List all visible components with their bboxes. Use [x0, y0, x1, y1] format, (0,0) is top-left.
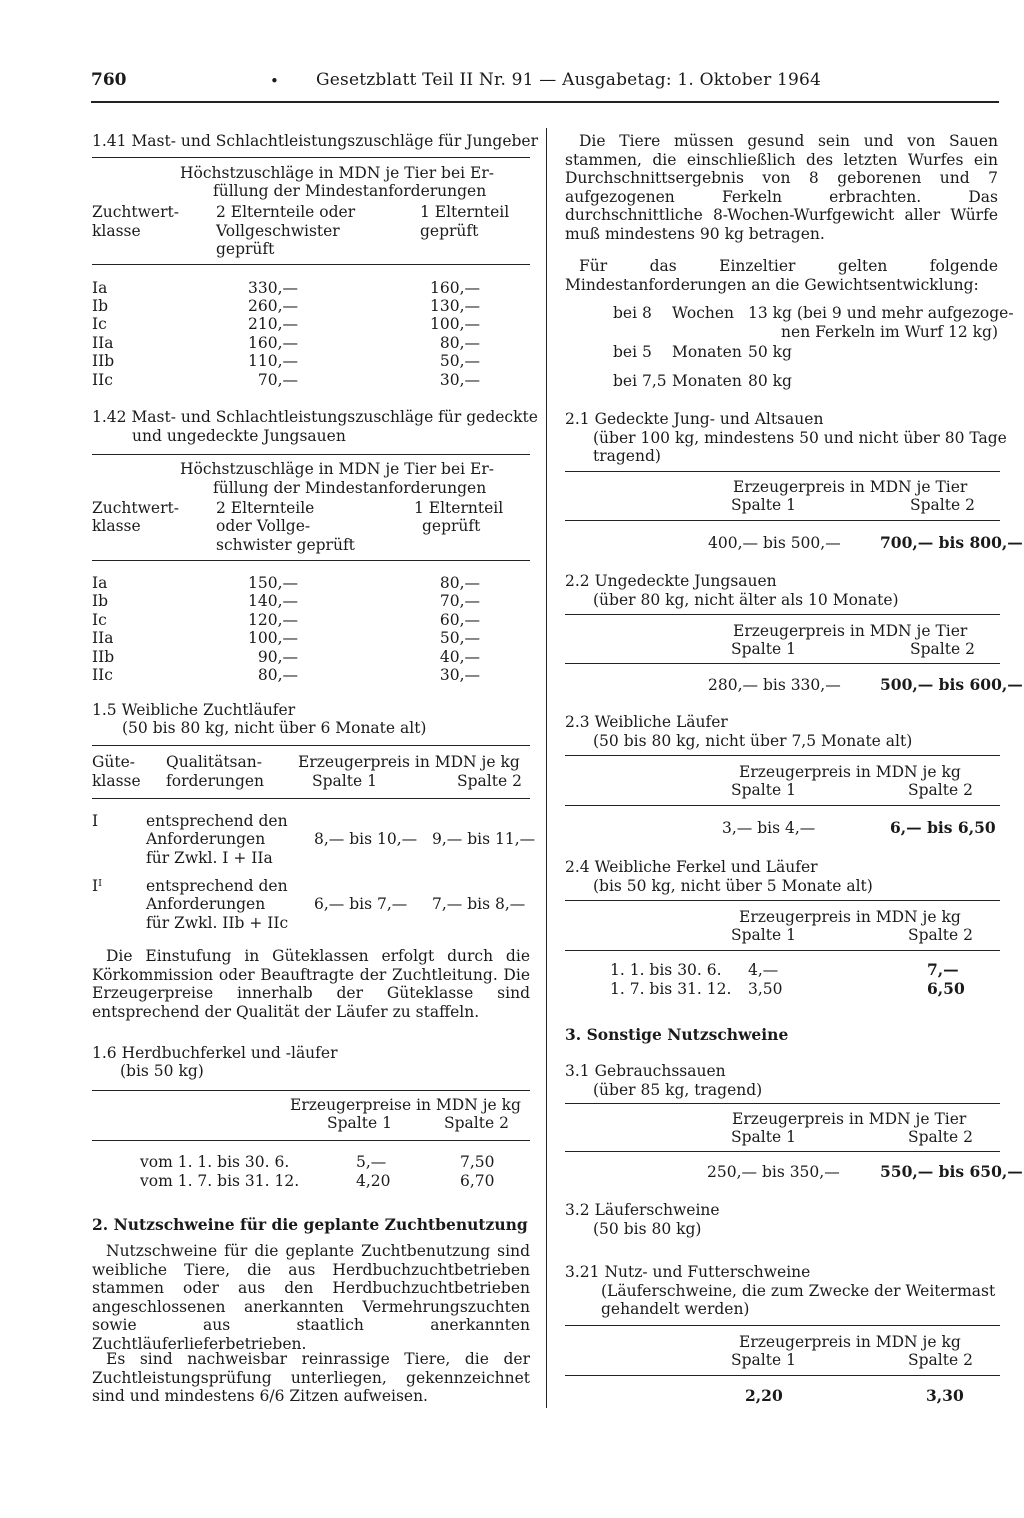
- requirement-text: Anforderungen: [146, 830, 266, 848]
- section-heading-2: (über 100 kg, mindestens 50 und nicht über 80 Tage: [593, 429, 1007, 447]
- section-heading: 3.2 Läuferschweine: [565, 1201, 720, 1219]
- price-spalte-2: 6,— bis 6,50: [890, 818, 996, 837]
- section-heading: 3.21 Nutz- und Futterschweine: [565, 1263, 811, 1281]
- price-spalte-1: 6,— bis 7,—: [314, 895, 408, 913]
- price-spalte-1: 8,— bis 10,—: [314, 830, 418, 848]
- header-spalte-2: Spalte 2: [910, 496, 975, 514]
- section-heading-2: und ungedeckte Jungsauen: [132, 427, 346, 445]
- requirement-text: Anforderungen: [146, 895, 266, 913]
- quality-class-label: I: [92, 812, 99, 830]
- header-col2: 1 Elternteil: [414, 499, 504, 517]
- section-heading: 2.3 Weibliche Läufer: [565, 713, 728, 731]
- section-heading-3: tragend): [593, 447, 661, 465]
- header-quality-class-2: klasse: [92, 772, 141, 790]
- section-heading-2: (50 bis 80 kg, nicht über 7,5 Monate alt): [593, 732, 913, 750]
- header-class: Zuchtwert-: [92, 203, 179, 221]
- list-item-cont: nen Ferkeln im Wurf 12 kg): [781, 323, 998, 341]
- quality-class-label: Iᴵ: [92, 877, 102, 895]
- header-col1-2: oder Vollge-: [216, 517, 311, 535]
- table-rule: [565, 520, 1000, 521]
- price-spalte-2: 3,30: [926, 1386, 964, 1405]
- header-col1: 2 Elternteile: [216, 499, 315, 517]
- section-heading-2: (Läuferschweine, die zum Zwecke der Weitermast: [601, 1282, 996, 1300]
- gazette-title: Gesetzblatt Teil II Nr. 91 — Ausgabetag: 1. Oktober 1964: [316, 70, 822, 90]
- header-requirements-2: forderungen: [166, 772, 265, 790]
- section-heading-2: (bis 50 kg, nicht über 5 Monate alt): [593, 877, 873, 895]
- table-rule: [565, 755, 1000, 756]
- header-spalte-1: Spalte 1: [731, 640, 796, 658]
- header-quality-class: Güte-: [92, 753, 136, 771]
- price-spalte-1: 3,— bis 4,—: [722, 819, 816, 837]
- header-spalte-2: Spalte 2: [908, 781, 973, 799]
- table-rule: [92, 157, 530, 158]
- header-spalte-2: Spalte 2: [457, 772, 522, 790]
- header-col2: 1 Elternteil: [420, 203, 510, 221]
- section-heading: 3.1 Gebrauchssauen: [565, 1062, 726, 1080]
- table-rule: [92, 1140, 530, 1141]
- header-col1-2: Vollgeschwister: [216, 222, 340, 240]
- header-price: Erzeugerpreis in MDN je kg: [739, 763, 961, 781]
- header-price: Erzeugerpreis in MDN je kg: [298, 753, 520, 771]
- header-price: Erzeugerpreis in MDN je kg: [739, 908, 961, 926]
- table-rule: [565, 1103, 1000, 1104]
- section-heading-2: (über 85 kg, tragend): [593, 1081, 763, 1099]
- header-spalte-2: Spalte 2: [908, 926, 973, 944]
- price-spalte-2: 500,— bis 600,—: [880, 675, 1023, 694]
- header-spalte-1: Spalte 1: [312, 772, 377, 790]
- header-spalte-2: Spalte 2: [908, 1128, 973, 1146]
- section-heading: 2.4 Weibliche Ferkel und Läufer: [565, 858, 818, 876]
- header-requirements: Qualitätsan-: [166, 753, 262, 771]
- header-spalte-1: Spalte 1: [731, 1128, 796, 1146]
- header-col1-3: schwister geprüft: [216, 536, 355, 554]
- header-price: Erzeugerpreis in MDN je Tier: [733, 622, 968, 640]
- header-class-2: klasse: [92, 222, 141, 240]
- requirement-text: für Zwkl. I + IIa: [146, 849, 273, 867]
- body-paragraph: Die Einstufung in Güteklassen erfolgt durch die Körkommission oder Beauftragte der Zuchtleitung. Die Erzeugerpreise innerhalb der Güteklasse sind entsprechend der Qualität der Läufer zu staffeln.: [92, 947, 530, 1021]
- price-spalte-1: 400,— bis 500,—: [708, 534, 841, 552]
- table-rule: [565, 471, 1000, 472]
- section-heading: 1.5 Weibliche Zuchtläufer: [92, 701, 296, 719]
- header-spalte-1: Spalte 1: [327, 1114, 392, 1132]
- header-spalte-2: Spalte 2: [910, 640, 975, 658]
- header-class: Zuchtwert-: [92, 499, 179, 517]
- table-rule: [565, 950, 1000, 951]
- header-col1-3: geprüft: [216, 240, 275, 258]
- body-paragraph: Es sind nachweisbar reinrassige Tiere, die der Zuchtleistungsprüfung unterliegen, gekennzeichnet sind und mindestens 6/6 Zitzen aufweisen.: [92, 1350, 530, 1405]
- header-spalte-2: Spalte 2: [908, 1351, 973, 1369]
- header-max-surcharge: Höchstzuschläge in MDN je Tier bei Er-: [180, 460, 494, 478]
- section-1-42: 1.42 Mast- und Schlachtleistungszuschläge für gedeckte und ungedeckte Jungsauen Höchstzuschläge in MDN je Tier bei Er- füllung der Mindestanforderungen Zuchtwert- klasse 2 Elternteile oder Vollge- schwister geprüft 1 Elternteil geprüft Ia 150,— 80,— Ib 140,— 70,— Ic 120,— 60,— IIa 100,— 50,— IIb 90,— 40,— IIc 80,— 30,—: [92, 408, 538, 684]
- header-col1: 2 Elternteile oder: [216, 203, 356, 221]
- price-spalte-2: 700,— bis 800,—: [880, 533, 1023, 552]
- section-heading: 1.6 Herdbuchferkel und -läufer: [92, 1044, 338, 1062]
- section-1-5: [92, 701, 536, 1021]
- section-heading-3: 3. Sonstige Nutzschweine: [565, 1025, 789, 1044]
- table-rule: [565, 1325, 1000, 1326]
- table-rule: [565, 1375, 1000, 1376]
- table-rule: [92, 264, 530, 265]
- header-spalte-1: Spalte 1: [731, 1351, 796, 1369]
- header-col2-2: geprüft: [420, 222, 479, 240]
- header-spalte-2: Spalte 2: [444, 1114, 509, 1132]
- header-max-surcharge-2: füllung der Mindestanforderungen: [213, 182, 487, 200]
- header-col2-2: geprüft: [422, 517, 481, 535]
- section-heading-2: (über 80 kg, nicht älter als 10 Monate): [593, 591, 899, 609]
- body-paragraph: Die Tiere müssen gesund sein und von Sauen stammen, die einschließlich des letzten Wurfes ein Durchschnittsergebnis von 8 geborenen und 7 aufgezogenen Ferkeln erbrachten. Das durchschnittliche 8-Wochen-Wurfgewicht aller Würfe muß mindestens 90 kg betragen.: [565, 132, 998, 243]
- table-rule: [565, 663, 1000, 664]
- section-heading-2: (50 bis 80 kg): [593, 1220, 702, 1238]
- table-rule: [92, 454, 530, 455]
- section-heading-2: (50 bis 80 kg, nicht über 6 Monate alt): [122, 719, 427, 737]
- body-paragraph: Nutzschweine für die geplante Zuchtbenutzung sind weibliche Tiere, die aus Herdbuchzuchtbetrieben stammen oder aus den Herdbuchzuchtbetrieben angeschlossenen anerkannten Vermehrungszuchten sowie aus staatlich anerkannten Zuchtläuferlieferbetrieben.: [92, 1242, 530, 1353]
- section-1-41: 1.41 Mast- und Schlachtleistungszuschläge für Jungeber Höchstzuschläge in MDN je Tier bei Er- füllung der Mindestanforderungen Zuchtwert- klasse 2 Elternteile oder Vollgeschwister geprüft 1 Elternteil geprüft Ia 330,— 160,— Ib 260,— 130,— Ic 210,— 100,— IIa 160,— 80,— IIb 110,— 50,— IIc 70,— 30,—: [92, 132, 539, 389]
- header-max-surcharge-2: füllung der Mindestanforderungen: [213, 479, 487, 497]
- table-rule: [92, 1090, 530, 1091]
- header-price: Erzeugerpreis in MDN je Tier: [732, 1110, 967, 1128]
- body-paragraph: Für das Einzeltier gelten folgende Mindestanforderungen an die Gewichtsentwicklung:: [565, 257, 998, 294]
- requirement-text: entsprechend den: [146, 877, 288, 895]
- header-price: Erzeugerpreise in MDN je kg: [290, 1096, 521, 1114]
- section-heading: 2.2 Ungedeckte Jungsauen: [565, 572, 777, 590]
- column-divider: [546, 128, 547, 1408]
- header-rule: [91, 101, 999, 103]
- table-rule: [565, 805, 1000, 806]
- section-heading-3: gehandelt werden): [601, 1300, 750, 1318]
- section-heading: 1.41 Mast- und Schlachtleistungszuschläge für Jungeber: [92, 132, 539, 150]
- section-heading: 2.1 Gedeckte Jung- und Altsauen: [565, 410, 824, 428]
- requirement-text: für Zwkl. IIb + IIc: [146, 914, 289, 932]
- price-spalte-1: 250,— bis 350,—: [707, 1163, 840, 1181]
- table-rule: [92, 560, 530, 561]
- price-spalte-2: 7,— bis 8,—: [432, 895, 526, 913]
- page-number: 760: [91, 70, 127, 90]
- table-rule: [565, 1151, 1000, 1152]
- table-rule: [565, 614, 1000, 615]
- header-max-surcharge: Höchstzuschläge in MDN je Tier bei Er-: [180, 164, 494, 182]
- price-spalte-1: 2,20: [745, 1386, 783, 1405]
- requirement-text: entsprechend den: [146, 812, 288, 830]
- header-spalte-1: Spalte 1: [731, 926, 796, 944]
- price-spalte-1: 280,— bis 330,—: [708, 676, 841, 694]
- section-1-6: 1.6 Herdbuchferkel und -läufer (bis 50 kg) Erzeugerpreise in MDN je kg Spalte 1 Spalte 2 vom 1. 1. bis 30. 6. 5,— 7,50 vom 1. 7. bis 31. 12. 4,20 6,70: [92, 1044, 530, 1194]
- bullet-mark: •: [270, 72, 279, 90]
- section-heading: 2. Nutzschweine für die geplante Zuchtbenutzung: [92, 1215, 528, 1234]
- price-spalte-2: 550,— bis 650,—: [880, 1162, 1023, 1181]
- header-class-2: klasse: [92, 517, 141, 535]
- header-spalte-1: Spalte 1: [731, 496, 796, 514]
- table-rule: [565, 900, 1000, 901]
- section-heading-2: (bis 50 kg): [120, 1062, 204, 1080]
- table-rule: [92, 798, 530, 799]
- header-price: Erzeugerpreis in MDN je Tier: [733, 478, 968, 496]
- table-rule: [92, 745, 530, 746]
- section-heading: 1.42 Mast- und Schlachtleistungszuschläge für gedeckte: [92, 408, 538, 426]
- header-price: Erzeugerpreis in MDN je kg: [739, 1333, 961, 1351]
- price-spalte-2: 9,— bis 11,—: [432, 830, 536, 848]
- header-spalte-1: Spalte 1: [731, 781, 796, 799]
